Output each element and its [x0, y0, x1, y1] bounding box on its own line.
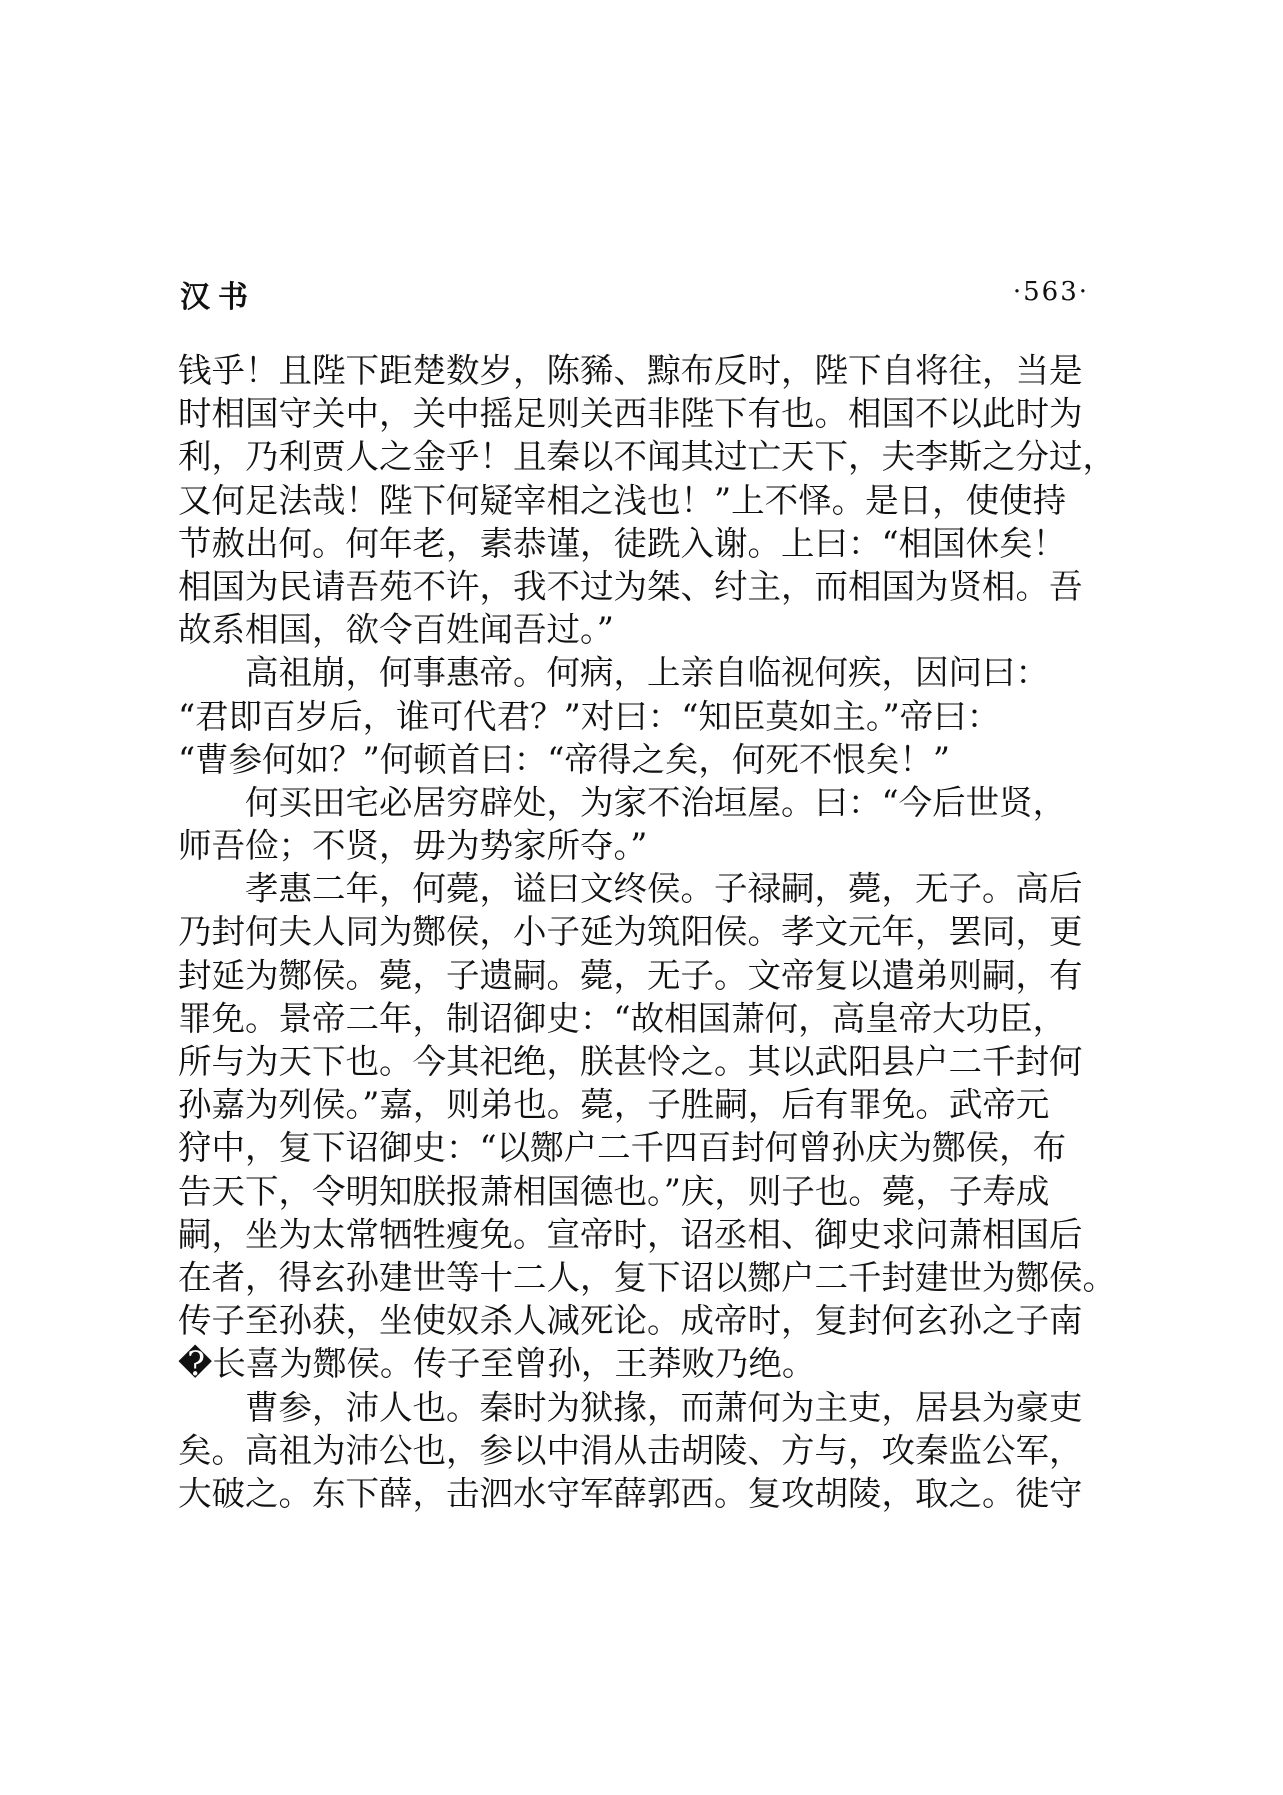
text-line: �长喜为酂侯。传子至曾孙，王莽败乃绝。	[178, 1344, 816, 1384]
text-line: 又何足法哉！陛下何疑宰相之浅也！”上不怿。是日，使使持	[178, 480, 1067, 520]
text-line: 曹参，沛人也。秦时为狱掾，而萧何为主吏，居县为豪吏	[245, 1387, 1083, 1427]
text-line: 所与为天下也。今其祀绝，朕甚怜之。其以武阳县户二千封何	[178, 1042, 1083, 1081]
text-line: 在者，得玄孙建世等十二人，复下诏以酂户二千封建世为酂侯。	[178, 1257, 1116, 1297]
text-line: 封延为酂侯。薨，子遗嗣。薨，无子。文帝复以遣弟则嗣，有	[178, 955, 1083, 995]
body-text	[178, 349, 1116, 1515]
text-line: 钱乎！且陛下距楚数岁，陈豨、黥布反时，陛下自将往，当是	[178, 351, 1083, 390]
text-line: “曹参何如？”何顿首曰：“帝得之矣，何死不恨矣！”	[178, 739, 951, 779]
text-line: 嗣，坐为太常牺牲瘦免。宣帝时，诏丞相、御史求问萧相国后	[178, 1214, 1083, 1254]
text-line: 传子至孙获，坐使奴杀人减死论。成帝时，复封何玄孙之子南	[178, 1301, 1083, 1341]
text-line: 故系相国，欲令百姓闻吾过。”	[178, 610, 614, 650]
text-line: 矣。高祖为沛公也，参以中涓从击胡陵、方与，攻秦监公军，	[178, 1430, 1083, 1470]
text-line: 何买田宅必居穷辟处，为家不治垣屋。曰：“今后世贤，	[245, 782, 1067, 822]
text-line: 节赦出何。何年老，素恭谨，徒跣入谢。上曰：“相国休矣！	[178, 523, 1067, 563]
text-line: 大破之。东下薛，击泗水守军薛郭西。复攻胡陵，取之。徙守	[178, 1473, 1083, 1513]
text-line: 孙嘉为列侯。”嘉，则弟也。薨，子胜嗣，后有罪免。武帝元	[178, 1085, 1050, 1125]
text-line: 师吾俭；不贤，毋为势家所夺。”	[178, 826, 648, 866]
text-line: 孝惠二年，何薨，谥曰文终侯。子禄嗣，薨，无子。高后	[245, 869, 1083, 909]
text-line: 乃封何夫人同为酂侯，小子延为筑阳侯。孝文元年，罢同，更	[178, 912, 1083, 952]
text-line: 相国为民请吾苑不许，我不过为桀、纣主，而相国为贤相。吾	[178, 566, 1083, 606]
text-line: 高祖崩，何事惠帝。何病，上亲自临视何疾，因问曰：	[245, 653, 1049, 693]
text-line: 时相国守关中，关中摇足则关西非陛下有也。相国不以此时为	[178, 394, 1083, 434]
text-line: 狩中，复下诏御史：“以酂户二千四百封何曾孙庆为酂侯，布	[178, 1128, 1067, 1168]
text-line: “君即百岁后，谁可代君？”对曰：“知臣莫如主。”帝曰：	[178, 696, 1001, 736]
text-line: 罪免。景帝二年，制诏御史：“故相国萧何，高皇帝大功臣，	[178, 998, 1067, 1038]
text-line: 利，乃利贾人之金乎！且秦以不闻其过亡天下，夫李斯之分过，	[178, 437, 1116, 477]
page-number: ·563·	[1012, 277, 1089, 307]
text-line: 告天下，令明知朕报萧相国德也。”庆，则子也。薨，子寿成	[178, 1171, 1050, 1211]
running-head-title: 汉书	[180, 280, 256, 315]
